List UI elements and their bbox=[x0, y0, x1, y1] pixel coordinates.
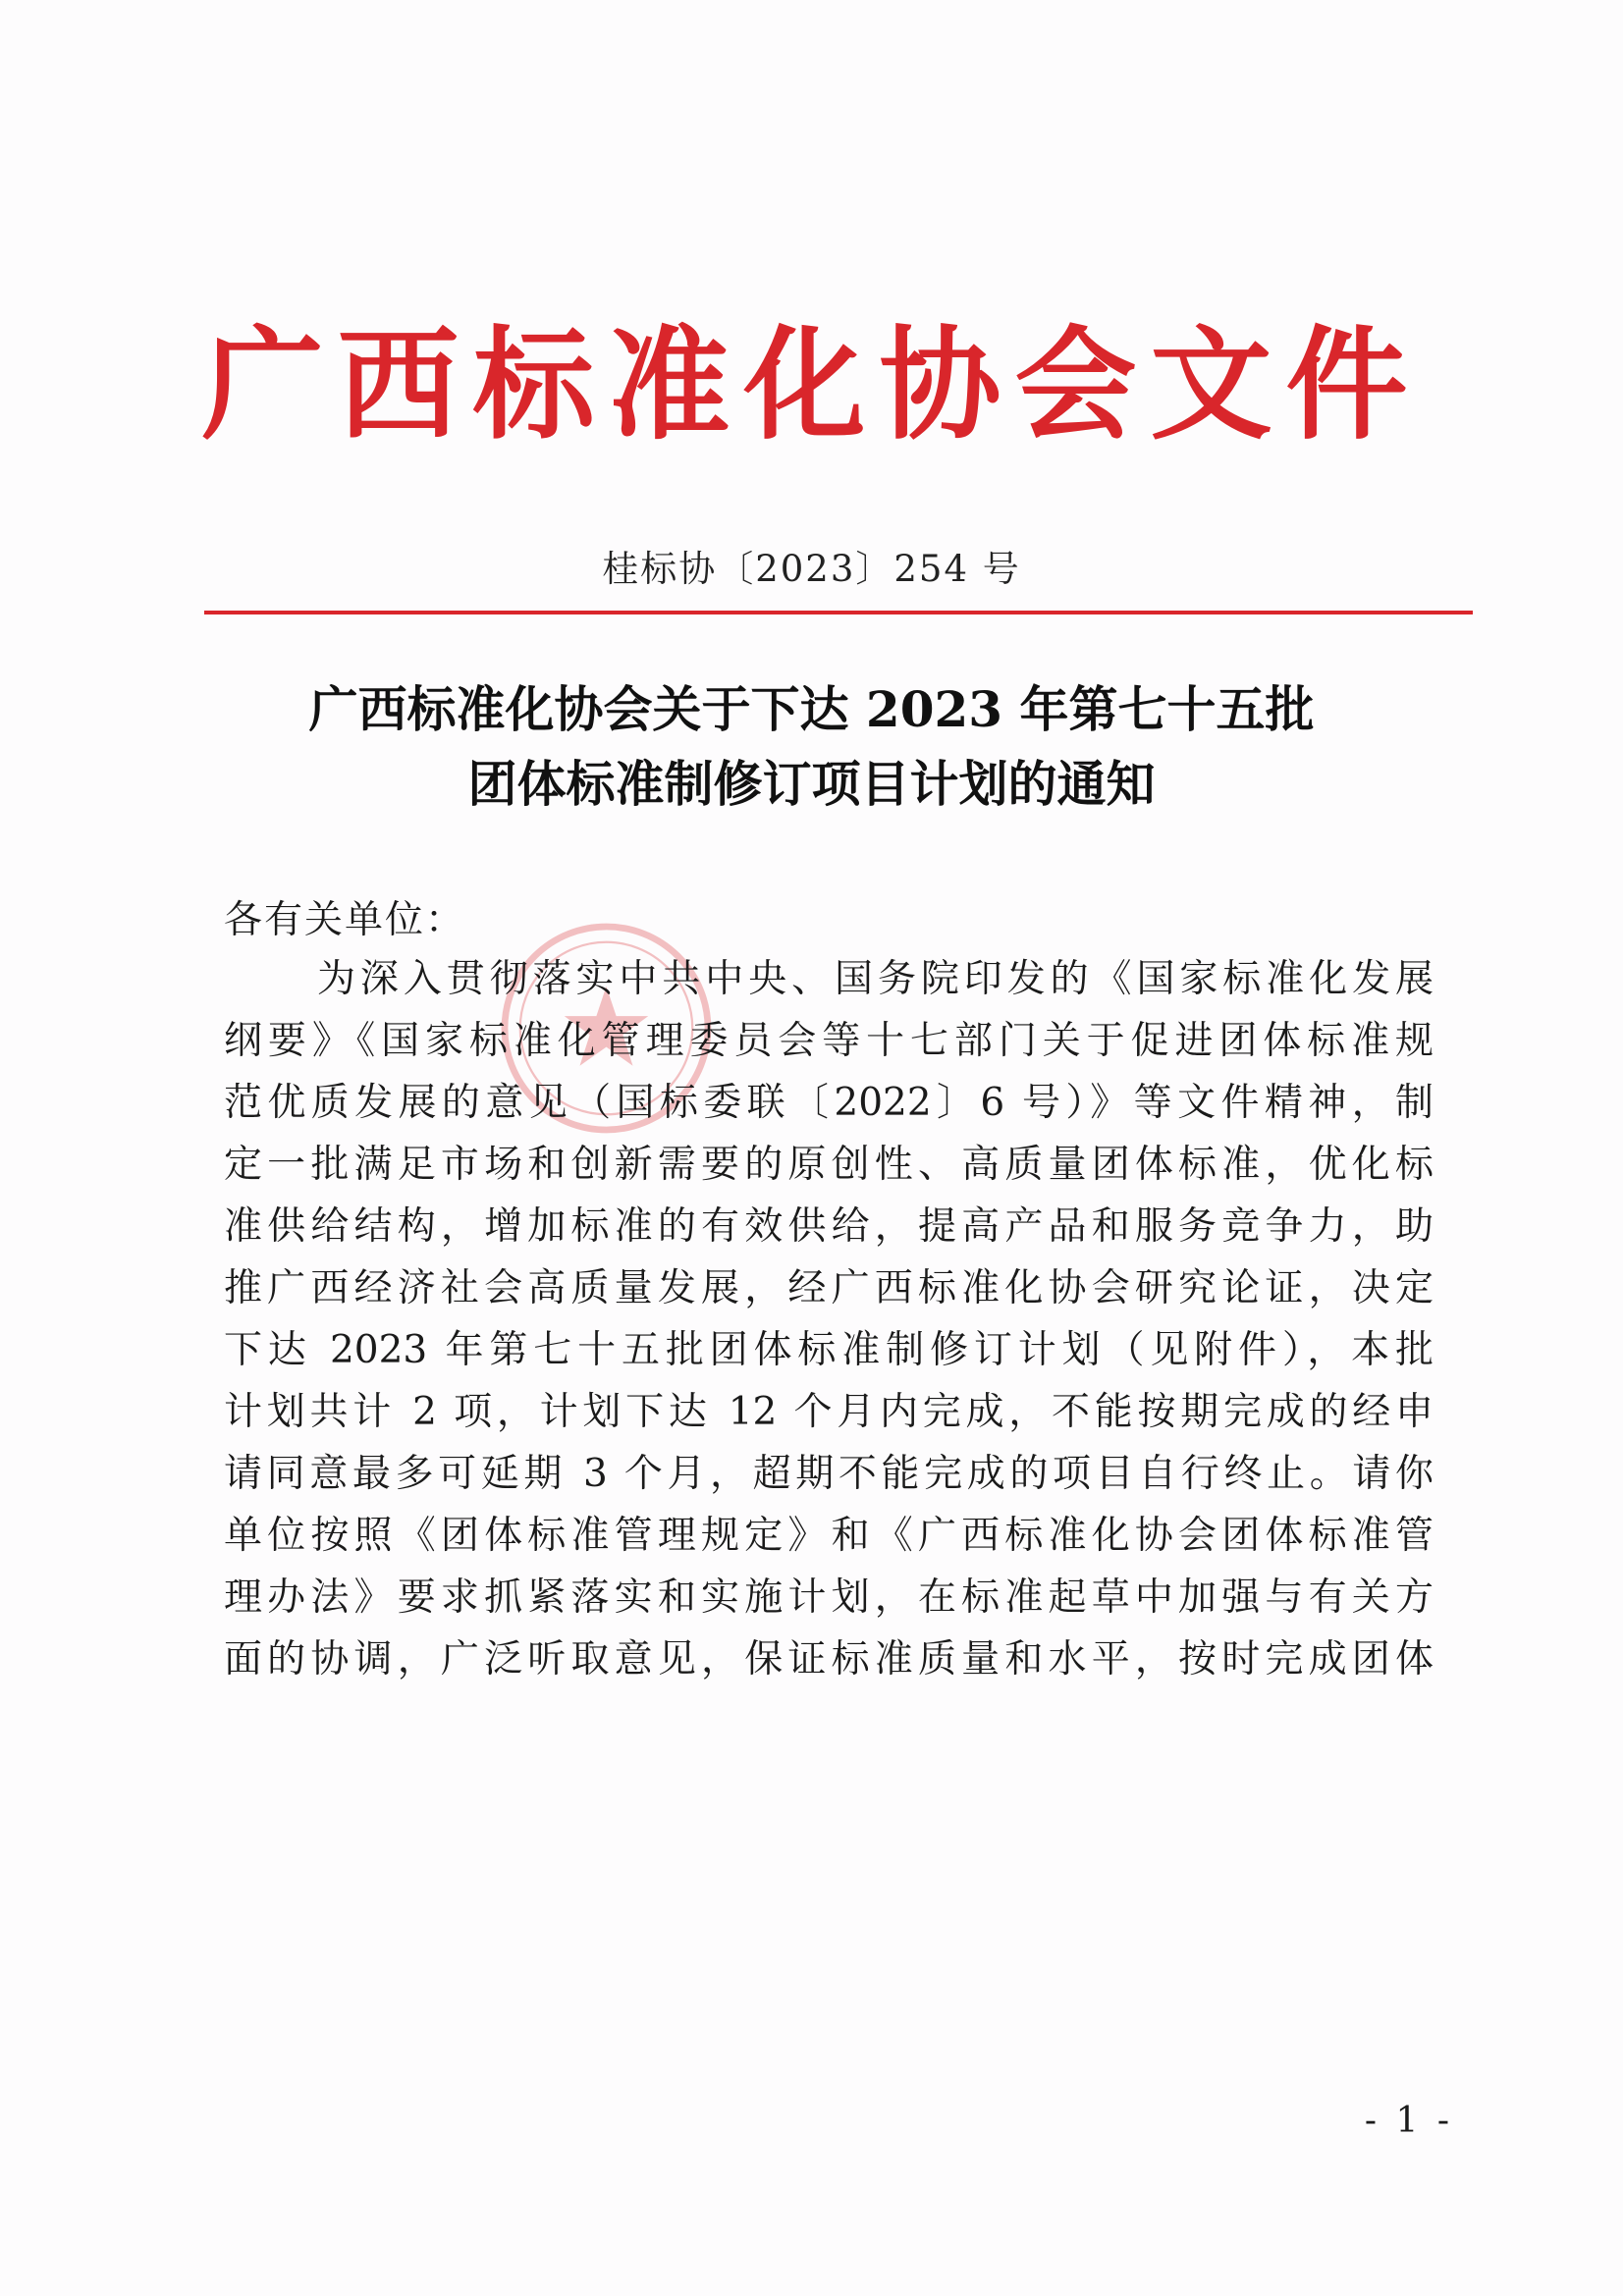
body-line-12: 面的协调，广泛听取意见，保证标准质量和水平，按时完成团体 bbox=[224, 1637, 1434, 1682]
red-divider-line bbox=[204, 611, 1473, 614]
body-line-1: 为深入贯彻落实中共中央、国务院印发的《国家标准化发展 bbox=[317, 957, 1434, 1001]
notice-title-line-2: 团体标准制修订项目计划的通知 bbox=[467, 755, 1156, 813]
document-number: 桂标协〔2023〕254 号 bbox=[602, 548, 1021, 590]
masthead-title: 广西标准化协会文件 bbox=[201, 314, 1422, 456]
body-line-7: 下达 2023 年第七十五批团体标准制修订计划（见附件），本批 bbox=[224, 1328, 1434, 1372]
body-line-9: 请同意最多可延期 3 个月，超期不能完成的项目自行终止。请你 bbox=[224, 1452, 1434, 1496]
notice-title bbox=[177, 672, 1446, 822]
body-line-10: 单位按照《团体标准管理规定》和《广西标准化协会团体标准管 bbox=[224, 1514, 1434, 1558]
body-line-3: 范优质发展的意见（国标委联〔2022〕6 号）》等文件精神，制 bbox=[224, 1081, 1434, 1125]
page-number: - 1 - bbox=[1364, 2101, 1453, 2141]
body-line-11: 理办法》要求抓紧落实和实施计划，在标准起草中加强与有关方 bbox=[224, 1575, 1434, 1620]
notice-title-line-1: 广西标准化协会关于下达 2023 年第七十五批 bbox=[308, 680, 1315, 738]
body-line-8: 计划共计 2 项，计划下达 12 个月内完成，不能按期完成的经申 bbox=[224, 1390, 1434, 1434]
body-line-4: 定一批满足市场和创新需要的原创性、高质量团体标准，优化标 bbox=[224, 1143, 1434, 1187]
body-line-5: 准供给结构，增加标准的有效供给，提高产品和服务竞争力，助 bbox=[224, 1204, 1434, 1249]
body-line-6: 推广西经济社会高质量发展，经广西标准化协会研究论证，决定 bbox=[224, 1266, 1434, 1310]
body-line-2: 纲要》《国家标准化管理委员会等十七部门关于促进团体标准规 bbox=[224, 1019, 1434, 1063]
salutation: 各有关单位： bbox=[224, 898, 466, 942]
